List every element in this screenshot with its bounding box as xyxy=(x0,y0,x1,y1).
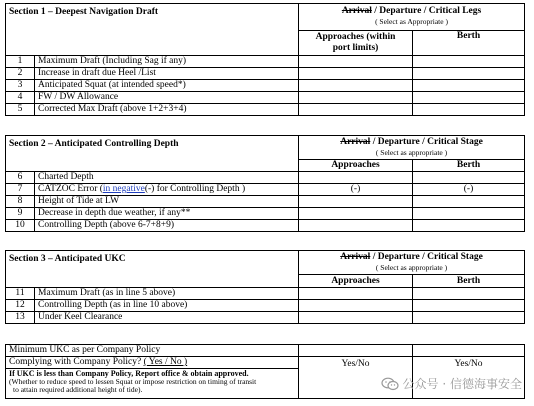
berth-cell[interactable] xyxy=(413,208,525,220)
table-row-num: 3 xyxy=(6,80,35,92)
approval-note-line2: to attain required additional height of tide). xyxy=(13,385,143,394)
min-ukc-berth-cell[interactable] xyxy=(413,345,525,357)
table-row-num: 6 xyxy=(6,172,35,184)
section3-table xyxy=(5,250,525,324)
section1-arrival-struck: Arrival xyxy=(341,6,372,16)
negative-link[interactable]: in negative xyxy=(102,184,145,194)
approaches-cell[interactable] xyxy=(299,208,413,220)
table-row-label: Under Keel Clearance xyxy=(35,312,299,324)
table-row-num: 4 xyxy=(6,92,35,104)
section1-select-hint: ( Select as Appropriate ) xyxy=(375,17,448,26)
wechat-icon xyxy=(381,377,399,391)
table-row-label: Height of Tide at LW xyxy=(35,196,299,208)
approaches-cell[interactable] xyxy=(299,92,413,104)
section1-stage-header xyxy=(299,4,525,31)
section3-select-hint: ( Select as appropriate ) xyxy=(375,262,448,272)
table-row-label: Increase in draft due Heel /List xyxy=(35,68,299,80)
approaches-cell[interactable] xyxy=(299,68,413,80)
section2-col-approaches: Approaches xyxy=(299,160,413,172)
section3-title: Section 3 – Anticipated UKC xyxy=(6,251,299,288)
approaches-cell[interactable] xyxy=(299,312,413,324)
berth-cell[interactable] xyxy=(413,104,525,116)
section2-arrival-struck: Arrival xyxy=(340,136,371,147)
table-row-num: 10 xyxy=(6,220,35,232)
section3-col-berth: Berth xyxy=(413,275,525,288)
section3-stage-rest: / Departure / Critical Stage xyxy=(370,251,483,262)
berth-cell[interactable] xyxy=(413,92,525,104)
approaches-cell[interactable] xyxy=(299,172,413,184)
section1-col-berth: Berth xyxy=(413,31,525,56)
section2-select-hint: ( Select as appropriate ) xyxy=(375,147,448,157)
section1-table xyxy=(5,3,525,116)
table-row-label: Controlling Depth (as in line 10 above) xyxy=(35,300,299,312)
complying-approaches-cell[interactable]: Yes/No xyxy=(299,357,413,399)
table-row-num: 2 xyxy=(6,68,35,80)
table-row-num: 9 xyxy=(6,208,35,220)
approaches-cell[interactable] xyxy=(299,56,413,68)
section3-col-approaches: Approaches xyxy=(299,275,413,288)
berth-cell[interactable] xyxy=(413,68,525,80)
watermark xyxy=(381,375,522,392)
berth-cell[interactable] xyxy=(413,172,525,184)
approaches-cell[interactable] xyxy=(299,300,413,312)
berth-cell[interactable] xyxy=(413,288,525,300)
complying-label: Complying with Company Policy? ( Yes / No ) xyxy=(6,357,299,369)
table-row-label: Corrected Max Draft (above 1+2+3+4) xyxy=(35,104,299,116)
approaches-cell[interactable] xyxy=(299,220,413,232)
section2-title: Section 2 – Anticipated Controlling Depth xyxy=(6,136,299,172)
section3-stage-header xyxy=(299,251,525,275)
section2-col-berth: Berth xyxy=(413,160,525,172)
table-row-label: Decrease in depth due weather, if any** xyxy=(35,208,299,220)
approaches-cell[interactable]: (-) xyxy=(299,184,413,196)
table-row-num: 13 xyxy=(6,312,35,324)
table-row-num: 8 xyxy=(6,196,35,208)
section3-arrival-struck: Arrival xyxy=(340,251,371,262)
table-row-label: Controlling Depth (above 6-7+8+9) xyxy=(35,220,299,232)
min-ukc-label: Minimum UKC as per Company Policy xyxy=(6,345,299,357)
section2-table xyxy=(5,135,525,232)
berth-cell[interactable] xyxy=(413,220,525,232)
watermark-text: 公众号 · 信德海事安全 xyxy=(402,377,522,391)
table-row-label: Maximum Draft (Including Sag if any) xyxy=(35,56,299,68)
approval-note xyxy=(6,369,299,399)
table-row-label: CATZOC Error (in negative(-) for Controlling Depth ) xyxy=(35,184,299,196)
approaches-cell[interactable] xyxy=(299,80,413,92)
table-row-num: 7 xyxy=(6,184,35,196)
table-row-label: Charted Depth xyxy=(35,172,299,184)
table-row-label: FW / DW Allowance xyxy=(35,92,299,104)
berth-cell[interactable] xyxy=(413,312,525,324)
berth-cell[interactable] xyxy=(413,196,525,208)
section1-stage-rest: / Departure / Critical Legs xyxy=(371,6,482,16)
complying-berth-cell[interactable]: Yes/No xyxy=(413,357,525,399)
approaches-cell[interactable] xyxy=(299,196,413,208)
table-row-num: 12 xyxy=(6,300,35,312)
table-row-num: 1 xyxy=(6,56,35,68)
berth-cell[interactable]: (-) xyxy=(413,184,525,196)
table-row-num: 11 xyxy=(6,288,35,300)
table-row-label: Anticipated Squat (at intended speed*) xyxy=(35,80,299,92)
approval-note-line1: (Whether to reduce speed to lessen Squat or impose restriction on timing of transit xyxy=(9,377,257,386)
yes-no-choice[interactable]: ( Yes / No ) xyxy=(143,357,188,367)
min-ukc-approaches-cell[interactable] xyxy=(299,345,413,357)
table-row-label: Maximum Draft (as in line 5 above) xyxy=(35,288,299,300)
approaches-cell[interactable] xyxy=(299,288,413,300)
table-row-num: 5 xyxy=(6,104,35,116)
section1-title: Section 1 – Deepest Navigation Draft xyxy=(6,4,299,56)
berth-cell[interactable] xyxy=(413,300,525,312)
approaches-cell[interactable] xyxy=(299,104,413,116)
approval-note-bold: If UKC is less than Company Policy, Report office & obtain approved. xyxy=(9,369,249,378)
section2-stage-rest: / Departure / Critical Stage xyxy=(370,136,483,147)
section2-stage-header xyxy=(299,136,525,160)
berth-cell[interactable] xyxy=(413,56,525,68)
berth-cell[interactable] xyxy=(413,80,525,92)
section1-col-approaches: Approaches (within port limits) xyxy=(299,31,413,56)
